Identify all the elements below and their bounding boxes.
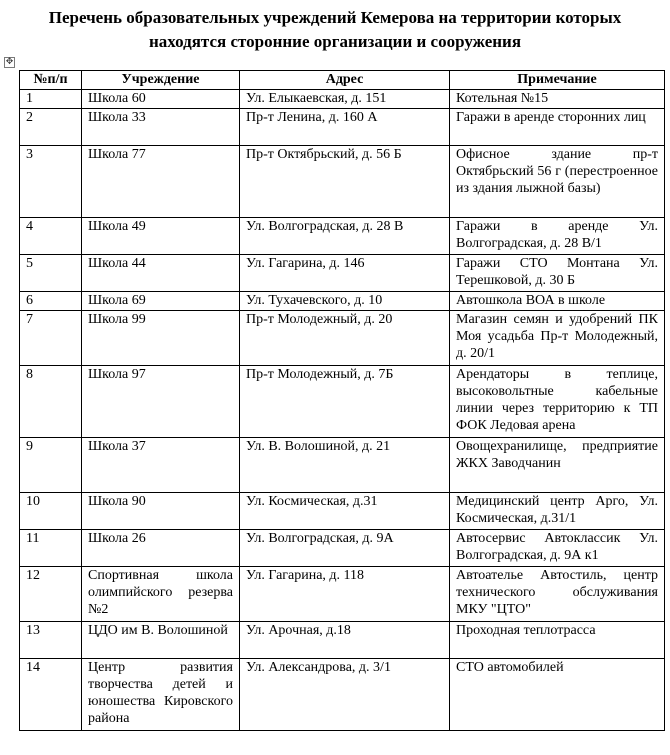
- row-note: Арендаторы в теплице, высоковольтные кабельные линии через территорию к ТП ФОК Ледовая арена: [450, 366, 665, 438]
- row-institution: Школа 97: [82, 366, 240, 438]
- document-title: [0, 6, 670, 54]
- row-institution: Школа 99: [82, 311, 240, 366]
- title-line-1: Перечень образовательных учреждений Кемерова на территории которых: [48, 8, 622, 27]
- row-note: Автосервис Автоклассик Ул. Волгоградская, д. 9А к1: [450, 530, 665, 567]
- row-number: 14: [20, 659, 82, 731]
- table-row: [20, 622, 665, 659]
- table-row: [20, 659, 665, 731]
- header-institution: Учреждение: [82, 71, 240, 90]
- row-number: 4: [20, 218, 82, 255]
- row-address: Пр-т Октябрьский, д. 56 Б: [240, 146, 450, 218]
- header-address: Адрес: [240, 71, 450, 90]
- row-number: 7: [20, 311, 82, 366]
- row-number: 6: [20, 292, 82, 311]
- table-header-row: [20, 71, 665, 90]
- row-institution: Школа 44: [82, 255, 240, 292]
- table-row: [20, 530, 665, 567]
- row-institution: Школа 60: [82, 90, 240, 109]
- row-address: Ул. Космическая, д.31: [240, 493, 450, 530]
- row-address: Ул. Александрова, д. 3/1: [240, 659, 450, 731]
- row-address: Ул. В. Волошиной, д. 21: [240, 438, 450, 493]
- row-institution: Школа 49: [82, 218, 240, 255]
- title-line-2: находятся сторонние организации и сооружения: [148, 32, 522, 51]
- row-number: 3: [20, 146, 82, 218]
- row-address: Ул. Волгоградская, д. 9А: [240, 530, 450, 567]
- table-row: [20, 218, 665, 255]
- table-row: [20, 292, 665, 311]
- institutions-table: [19, 70, 665, 731]
- row-note: Автошкола ВОА в школе: [450, 292, 665, 311]
- row-note: Овощехранилище, предприятие ЖКХ Заводчанин: [450, 438, 665, 493]
- row-number: 9: [20, 438, 82, 493]
- table-row: [20, 438, 665, 493]
- row-institution: Школа 69: [82, 292, 240, 311]
- header-note: Примечание: [450, 71, 665, 90]
- row-institution: Школа 33: [82, 109, 240, 146]
- table-row: [20, 90, 665, 109]
- row-institution: Школа 37: [82, 438, 240, 493]
- row-institution: Школа 90: [82, 493, 240, 530]
- row-number: 13: [20, 622, 82, 659]
- row-note: Гаражи в аренде Ул. Волгоградская, д. 28 В/1: [450, 218, 665, 255]
- row-note: Котельная №15: [450, 90, 665, 109]
- row-note: Проходная теплотрасса: [450, 622, 665, 659]
- row-address: Пр-т Молодежный, д. 7Б: [240, 366, 450, 438]
- row-number: 2: [20, 109, 82, 146]
- row-institution: Школа 77: [82, 146, 240, 218]
- row-note: Магазин семян и удобрений ПК Моя усадьба Пр-т Молодежный, д. 20/1: [450, 311, 665, 366]
- row-number: 11: [20, 530, 82, 567]
- move-handle-icon[interactable]: ✥: [5, 57, 14, 67]
- table-row: [20, 311, 665, 366]
- row-note: Медицинский центр Арго, Ул. Космическая, д.31/1: [450, 493, 665, 530]
- table-row: [20, 109, 665, 146]
- row-address: Ул. Волгоградская, д. 28 В: [240, 218, 450, 255]
- table-row: [20, 146, 665, 218]
- row-institution: ЦДО им В. Волошиной: [82, 622, 240, 659]
- row-note: СТО автомобилей: [450, 659, 665, 731]
- row-institution: Спортивная школа олимпийского резерва №2: [82, 567, 240, 622]
- row-address: Ул. Гагарина, д. 118: [240, 567, 450, 622]
- row-address: Ул. Тухачевского, д. 10: [240, 292, 450, 311]
- row-number: 1: [20, 90, 82, 109]
- header-number: №п/п: [20, 71, 82, 90]
- row-number: 8: [20, 366, 82, 438]
- row-institution: Центр развития творчества детей и юношества Кировского района: [82, 659, 240, 731]
- row-note: Гаражи СТО Монтана Ул. Терешковой, д. 30 Б: [450, 255, 665, 292]
- row-address: Пр-т Ленина, д. 160 А: [240, 109, 450, 146]
- row-number: 5: [20, 255, 82, 292]
- table-row: [20, 255, 665, 292]
- table-row: [20, 493, 665, 530]
- table-row: [20, 567, 665, 622]
- row-address: Ул. Гагарина, д. 146: [240, 255, 450, 292]
- row-number: 12: [20, 567, 82, 622]
- row-address: Ул. Елыкаевская, д. 151: [240, 90, 450, 109]
- row-note: Офисное здание пр-т Октябрьский 56 г (перестроенное из здания лыжной базы): [450, 146, 665, 218]
- row-address: Ул. Арочная, д.18: [240, 622, 450, 659]
- row-number: 10: [20, 493, 82, 530]
- table-row: [20, 366, 665, 438]
- row-note: Автоателье Автостиль, центр технического обслуживания МКУ "ЦТО": [450, 567, 665, 622]
- row-note: Гаражи в аренде сторонних лиц: [450, 109, 665, 146]
- row-address: Пр-т Молодежный, д. 20: [240, 311, 450, 366]
- row-institution: Школа 26: [82, 530, 240, 567]
